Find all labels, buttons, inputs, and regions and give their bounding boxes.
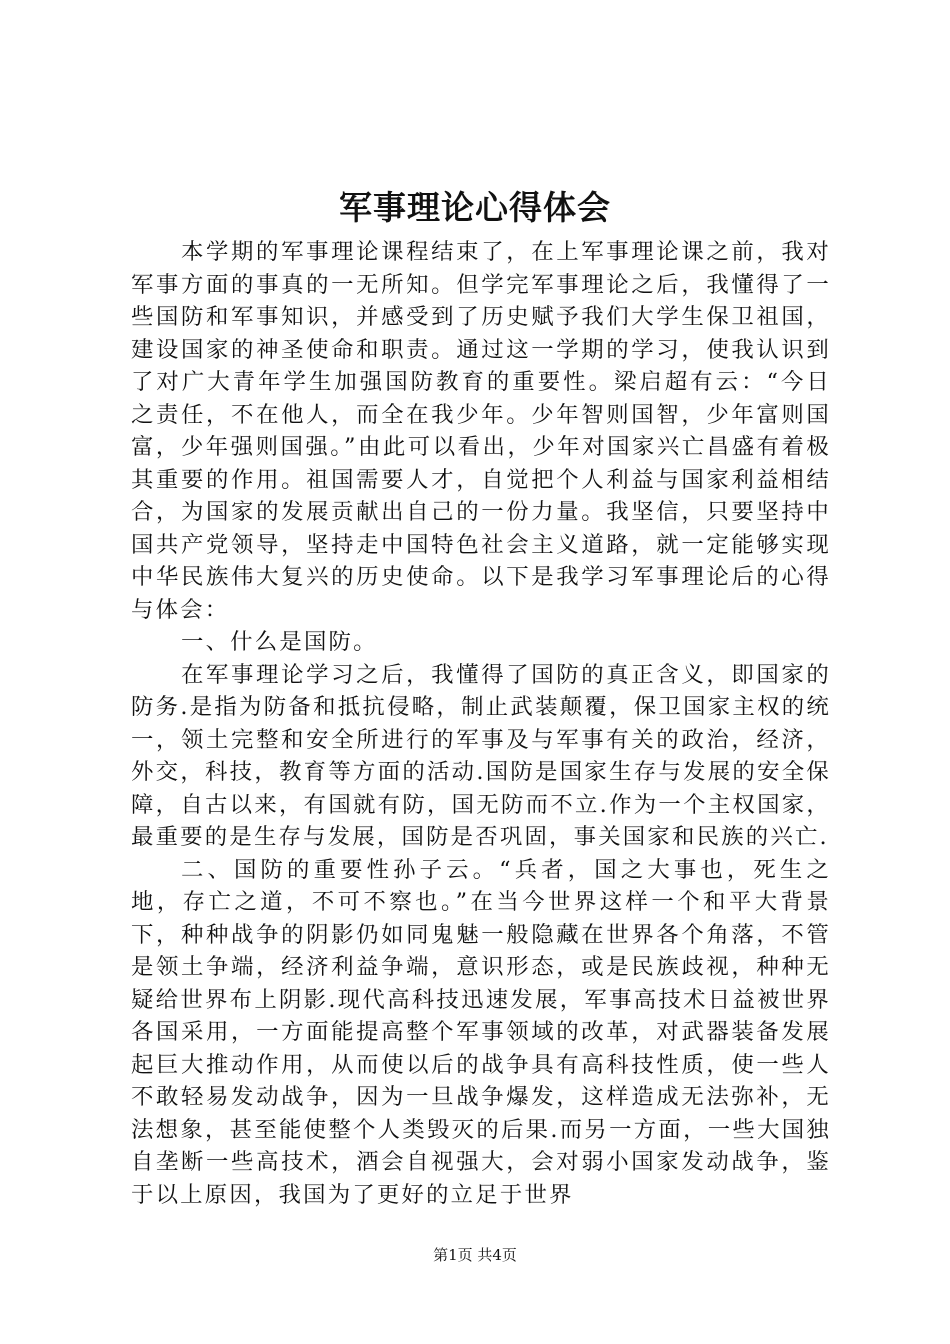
paragraph-section-1: 在军事理论学习之后，我懂得了国防的真正含义，即国家的防务.是指为防备和抵抗侵略，制止武装颠覆，保卫国家主权的统一，领土完整和安全所进行的军事及与军事有关的政治，经济，外交，科技，教育等方面的活动.国防是国家生存与发展的安全保障，自古以来，有国就有防，国无防而不立.作为一个主权国家，最重要的是生存与发展，国防是否巩固，事关国家和民族的兴亡.: [131, 661, 831, 850]
section-heading-1: 一、什么是国防。: [181, 629, 378, 655]
paragraph-section-2: 二、国防的重要性孙子云。“兵者，国之大事也，死生之地，存亡之道，不可不察也。”在当今世界这样一个和平大背景下，种种战争的阴影仍如同鬼魅一般隐藏在世界各个角落，不管是领土争端，经济利益争端，意识形态，或是民族歧视，种种无疑给世界布上阴影.现代高科技迅速发展，军事高技术日益被世界各国采用，一方面能提高整个军事领域的改革，对武器装备发展起巨大推动作用，从而使以后的战争具有高科技性质，使一些人不敢轻易发动战争，因为一旦战争爆发，这样造成无法弥补，无法想象，甚至能使整个人类毁灭的后果.而另一方面，一些大国独自垄断一些高技术，酒会自视强大，会对弱小国家发动战争，鉴于以上原因，我国为了更好的立足于世界: [131, 856, 831, 1208]
paragraph-intro: 本学期的军事理论课程结束了，在上军事理论课之前，我对军事方面的事真的一无所知。但学完军事理论之后，我懂得了一些国防和军事知识，并感受到了历史赋予我们大学生保卫祖国，建设国家的神圣使命和职责。通过这一学期的学习，使我认识到了对广大青年学生加强国防教育的重要性。梁启超有云：“今日之责任，不在他人，而全在我少年。少年智则国智，少年富则国富，少年强则国强。”由此可以看出，少年对国家兴亡昌盛有着极其重要的作用。祖国需要人才，自觉把个人利益与国家利益相结合，为国家的发展贡献出自己的一份力量。我坚信，只要坚持中国共产党领导，坚持走中国特色社会主义道路，就一定能够实现中华民族伟大复兴的历史使命。以下是我学习军事理论后的心得与体会：: [131, 239, 831, 623]
page-footer: 第1页 共4页: [433, 1246, 517, 1264]
document-title: 军事理论心得体会: [339, 188, 611, 227]
document-body: [131, 236, 831, 1211]
